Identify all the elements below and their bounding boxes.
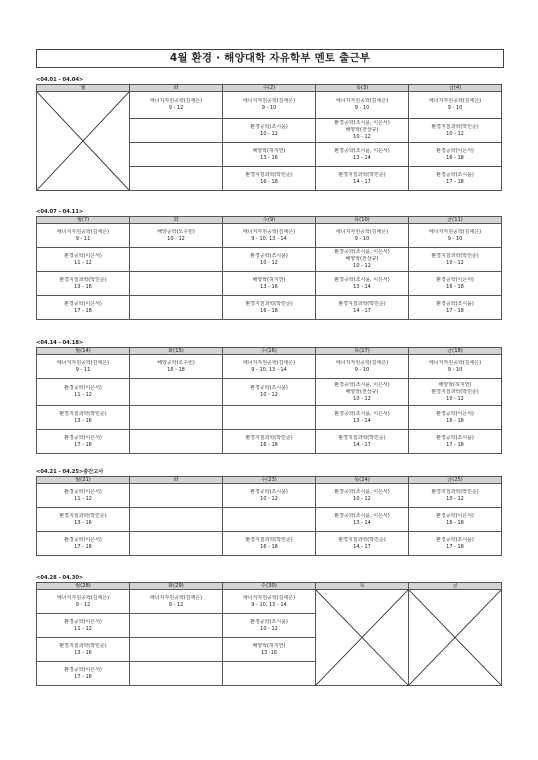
empty-cell xyxy=(223,406,316,430)
schedule-cell xyxy=(223,638,316,662)
mentor-name: 에너지자원공학(김세은) xyxy=(56,594,110,601)
schedule-cell xyxy=(409,532,502,556)
mentor-name: 환경공학(조시윤, 이은서) xyxy=(334,381,390,388)
time-range: 17 - 18 xyxy=(446,307,464,314)
mentor-name: 해양학(허지연) xyxy=(252,276,286,283)
schedule-table xyxy=(36,347,502,454)
week-block xyxy=(36,468,502,556)
time-range: 17 - 18 xyxy=(74,673,92,680)
time-range: 13 -16 xyxy=(260,649,278,656)
day-header: 금(25) xyxy=(409,477,502,484)
time-range: 17 - 18 xyxy=(446,441,464,448)
table-row xyxy=(37,532,502,556)
schedule-cell xyxy=(316,355,409,379)
schedule-cell xyxy=(37,484,130,508)
table-row xyxy=(37,248,502,272)
schedule-cell xyxy=(37,638,130,662)
schedule-cell xyxy=(316,379,409,406)
day-header: 화 xyxy=(130,477,223,484)
schedule-cell xyxy=(223,355,316,379)
mentor-name: 해양학(허지연) xyxy=(252,642,286,649)
time-range: 13 - 14 xyxy=(353,154,371,161)
time-range: 11 - 12 xyxy=(74,392,92,398)
schedule-cell xyxy=(37,532,130,556)
mentor-name: 환경공학(조시윤) xyxy=(250,252,288,259)
time-range: 13 - 14 xyxy=(353,417,371,424)
mentor-name: 환경공학(이은서) xyxy=(64,385,102,391)
schedule-cell xyxy=(223,224,316,248)
mentor-name: 환경공학(조시윤, 이은서) xyxy=(334,120,390,126)
mentor-name: 환경공학(조시윤) xyxy=(436,434,474,441)
time-range: 9 - 10, 13 - 14 xyxy=(251,235,287,242)
mentor-name: 환경공학(조시윤, 이은서) xyxy=(334,276,390,283)
mentor-name: 환경지질과학(박민준) xyxy=(59,512,107,519)
time-range: 16 - 18 xyxy=(446,154,464,161)
schedule-cell xyxy=(316,167,409,191)
table-row xyxy=(37,92,502,119)
schedule-cell xyxy=(409,224,502,248)
mentor-name: 에너지자원공학(김세은) xyxy=(428,359,482,366)
time-range: 10 - 12 xyxy=(260,259,278,266)
cross-mark-icon xyxy=(316,590,408,685)
time-range: 17 - 18 xyxy=(74,441,92,448)
crossed-out-cell xyxy=(316,590,409,686)
day-header: 목(24) xyxy=(316,477,409,484)
schedule-cell xyxy=(409,272,502,296)
schedule-cell xyxy=(409,92,502,119)
mentor-name: 환경지질과학(박민준) xyxy=(431,123,479,130)
schedule-cell xyxy=(409,248,502,272)
table-row xyxy=(37,484,502,508)
day-header: 금(18) xyxy=(409,348,502,355)
schedule-cell xyxy=(37,379,130,406)
mentor-name: 환경지질과학(박민준) xyxy=(245,536,293,543)
mentor-name: 에너지자원공학(김세은) xyxy=(242,98,296,104)
time-range: 9 - 12 xyxy=(75,601,91,608)
day-header: 수(16) xyxy=(223,348,316,355)
empty-cell xyxy=(223,508,316,532)
time-range: 16 - 18 xyxy=(260,178,278,185)
time-range: 10 - 12 xyxy=(260,495,278,502)
mentor-name: 에너지자원공학(김세은) xyxy=(149,594,203,601)
time-range: 14 - 17 xyxy=(353,543,371,550)
empty-cell xyxy=(130,638,223,662)
mentor-name: 환경공학(조시윤, 이은서) xyxy=(334,410,390,417)
cross-mark-icon xyxy=(37,92,129,190)
empty-cell xyxy=(130,484,223,508)
mentor-name: 에너지자원공학(김세은) xyxy=(56,359,110,366)
time-range: 10 - 12 xyxy=(353,263,371,269)
time-range: 9 - 12 xyxy=(168,105,184,111)
schedule-table xyxy=(36,84,502,191)
schedule-cell xyxy=(223,167,316,191)
schedule-cell xyxy=(409,508,502,532)
time-range: 17 - 18 xyxy=(446,543,464,550)
mentor-name: 환경공학(이은서) xyxy=(64,666,102,673)
schedule-cell xyxy=(223,484,316,508)
schedule-cell xyxy=(223,430,316,454)
time-range: 16 - 18 xyxy=(260,441,278,448)
time-range: 9 - 10, 13 - 14 xyxy=(251,366,287,373)
day-header: 수(30) xyxy=(223,583,316,590)
schedule-cell xyxy=(130,590,223,614)
day-header: 금(4) xyxy=(409,85,502,92)
schedule-cell xyxy=(316,248,409,272)
mentor-name: 환경지질과학(박민준) xyxy=(59,410,107,417)
time-range: 10 - 12 xyxy=(260,130,278,137)
time-range: 13 - 16 xyxy=(74,519,92,526)
empty-cell xyxy=(130,296,223,320)
mentor-name: 환경지질과학(박민준) xyxy=(431,388,479,395)
mentor-name: 에너지자원공학(김세은) xyxy=(242,228,296,235)
day-header: 화 xyxy=(130,217,223,224)
schedule-cell xyxy=(316,532,409,556)
mentor-name: 환경공학(조시윤) xyxy=(250,123,288,130)
schedule-cell xyxy=(409,430,502,454)
schedule-cell xyxy=(37,508,130,532)
mentor-name: 환경공학(이은서) xyxy=(64,300,102,307)
time-range: 10 - 12 xyxy=(260,625,278,632)
empty-cell xyxy=(130,248,223,272)
week-label: <04.28 - 04.30> xyxy=(36,575,84,581)
table-row xyxy=(37,224,502,248)
crossed-out-cell xyxy=(409,590,502,686)
mentor-name: 환경공학(이은서) xyxy=(64,536,102,543)
mentor-name: 환경지질과학(박민준) xyxy=(431,488,479,495)
time-range: 10 - 12 xyxy=(446,395,464,402)
week-block xyxy=(36,339,502,454)
mentor-name: 환경지질과학(박민준) xyxy=(245,300,293,307)
table-row xyxy=(37,590,502,614)
cross-mark-icon xyxy=(409,590,501,685)
schedule-cell xyxy=(316,430,409,454)
time-range: 13 - 14 xyxy=(353,283,371,290)
empty-cell xyxy=(223,662,316,686)
time-range: 13 - 16 xyxy=(260,154,278,161)
time-range: 13 - 16 xyxy=(74,417,92,424)
mentor-name: 환경지질과학(박민준) xyxy=(338,434,386,441)
mentor-name: 환경공학(조시윤, 이은서) xyxy=(334,488,390,495)
table-row xyxy=(37,296,502,320)
day-header: 월 xyxy=(37,85,130,92)
schedule-cell xyxy=(316,272,409,296)
mentor-name: 환경공학(이은서) xyxy=(436,276,474,283)
mentor-name: 환경공학(이은서) xyxy=(64,434,102,441)
empty-cell xyxy=(130,119,223,143)
page-title: 4월 환경 · 해양대학 자유학부 멘토 출근부 xyxy=(36,49,504,68)
mentor-name: 에너지자원공학(김세은) xyxy=(335,98,389,104)
schedule-cell xyxy=(316,484,409,508)
week-label: <04.07 - 04.11> xyxy=(36,209,84,215)
mentor-name: 환경지질과학(박민준) xyxy=(245,434,293,441)
mentor-name: 환경공학(이은서) xyxy=(64,488,102,495)
schedule-cell xyxy=(409,379,502,406)
schedule-cell xyxy=(130,355,223,379)
mentor-name: 환경공학(조시윤) xyxy=(436,536,474,543)
schedule-table xyxy=(36,476,502,556)
week-label: <04.21 - 04.25>중간고사 xyxy=(36,469,104,475)
mentor-name: 환경지질과학(박민준) xyxy=(59,642,107,649)
day-header: 화 xyxy=(130,85,223,92)
day-header: 금 xyxy=(409,583,502,590)
mentor-name: 환경공학(조시윤, 이은서) xyxy=(334,512,390,519)
schedule-cell xyxy=(130,92,223,119)
schedule-cell xyxy=(409,119,502,143)
time-range: 14 - 17 xyxy=(353,307,371,314)
mentor-name: 에너지자원공학(김세은) xyxy=(428,228,482,235)
time-range: 13 - 14 xyxy=(353,519,371,526)
schedule-cell xyxy=(130,224,223,248)
time-range: 16 - 18 xyxy=(260,307,278,314)
week-block xyxy=(36,208,502,320)
time-range: 9 - 10 xyxy=(354,366,370,373)
schedule-cell xyxy=(37,430,130,454)
schedule-cell xyxy=(37,662,130,686)
day-header: 금(11) xyxy=(409,217,502,224)
day-header: 월(28) xyxy=(37,583,130,590)
time-range: 11 - 12 xyxy=(74,625,92,632)
time-range: 11 - 12 xyxy=(74,259,92,266)
time-range: 16 - 18 xyxy=(446,283,464,290)
schedule-cell xyxy=(316,119,409,143)
time-range: 9 - 11 xyxy=(75,366,91,373)
day-header: 월(21) xyxy=(37,477,130,484)
table-row xyxy=(37,379,502,406)
table-row xyxy=(37,406,502,430)
empty-cell xyxy=(130,508,223,532)
mentor-name: 환경지질과학(박민준) xyxy=(338,536,386,543)
time-range: 17 - 18 xyxy=(74,543,92,550)
week-block xyxy=(36,76,502,191)
mentor-name: 에너지자원공학(김세은) xyxy=(56,228,110,235)
schedule-cell xyxy=(37,248,130,272)
schedule-cell xyxy=(223,119,316,143)
mentor-name: 에너지자원공학(김세은) xyxy=(242,594,296,601)
schedule-table xyxy=(36,582,502,686)
schedule-cell xyxy=(223,532,316,556)
time-range: 9 - 11 xyxy=(75,235,91,242)
schedule-cell xyxy=(223,614,316,638)
week-block xyxy=(36,574,502,686)
time-range: 16 - 18 xyxy=(167,366,185,373)
time-range: 9 - 10 xyxy=(447,105,463,111)
day-header: 목(17) xyxy=(316,348,409,355)
schedule-cell xyxy=(316,508,409,532)
time-range: 16 - 18 xyxy=(446,417,464,424)
mentor-name: 환경공학(이은서) xyxy=(436,512,474,519)
schedule-cell xyxy=(37,272,130,296)
time-range: 10 - 12 xyxy=(353,495,371,502)
schedule-cell xyxy=(409,296,502,320)
mentor-name: 환경지질과학(박민준) xyxy=(245,171,293,178)
day-header: 수(9) xyxy=(223,217,316,224)
time-range: 10 - 12 xyxy=(446,130,464,137)
time-range: 16 - 18 xyxy=(260,543,278,550)
day-header: 수(2) xyxy=(223,85,316,92)
time-range: 16 - 18 xyxy=(446,519,464,526)
mentor-name: 에너지자원공학(김세은) xyxy=(428,98,482,104)
mentor-name: 환경지질과학(박민준) xyxy=(59,276,107,283)
mentor-name: 환경공학(이은서) xyxy=(64,618,102,625)
time-range: 9 - 10 xyxy=(354,105,370,111)
mentor-name: 환경공학(조시윤) xyxy=(250,488,288,495)
empty-cell xyxy=(130,143,223,167)
time-range: 10 - 12 xyxy=(167,235,185,242)
mentor-name: 에너지자원공학(김세은) xyxy=(242,359,296,366)
schedule-cell xyxy=(37,224,130,248)
schedule-cell xyxy=(223,296,316,320)
time-range: 10 - 12 xyxy=(446,259,464,266)
day-header: 목(3) xyxy=(316,85,409,92)
time-range: 9 - 10 xyxy=(447,366,463,373)
schedule-cell xyxy=(223,92,316,119)
schedule-cell xyxy=(37,590,130,614)
schedule-cell xyxy=(223,379,316,406)
schedule-cell xyxy=(223,272,316,296)
day-header: 목(10) xyxy=(316,217,409,224)
schedule-cell xyxy=(223,143,316,167)
schedule-cell xyxy=(37,355,130,379)
schedule-cell xyxy=(409,143,502,167)
schedule-cell xyxy=(409,167,502,191)
schedule-table xyxy=(36,216,502,320)
mentor-name: 에너지자원공학(김세은) xyxy=(149,98,203,104)
crossed-out-cell xyxy=(37,92,130,191)
mentor-name: 에너지자원공학(김세은) xyxy=(335,359,389,366)
mentor-name: 해양학(전상규) xyxy=(345,127,379,133)
schedule-cell xyxy=(223,590,316,614)
mentor-name: 환경지질과학(박민준) xyxy=(338,300,386,307)
week-label: <04.01 - 04.04> xyxy=(36,77,84,83)
empty-cell xyxy=(130,167,223,191)
empty-cell xyxy=(130,614,223,638)
empty-cell xyxy=(130,272,223,296)
time-range: 10 - 12 xyxy=(353,134,371,140)
schedule-cell xyxy=(37,296,130,320)
schedule-cell xyxy=(37,406,130,430)
mentor-name: 환경지질과학(박민준) xyxy=(338,171,386,178)
empty-cell xyxy=(130,662,223,686)
time-range: 13 - 16 xyxy=(260,283,278,290)
time-range: 9 - 10 xyxy=(261,105,277,111)
time-range: 10 - 12 xyxy=(260,392,278,398)
schedule-cell xyxy=(409,406,502,430)
mentor-name: 해양학(허지연) xyxy=(438,381,472,388)
empty-cell xyxy=(130,406,223,430)
schedule-cell xyxy=(316,224,409,248)
time-range: 9 - 10 xyxy=(354,235,370,242)
schedule-cell xyxy=(223,248,316,272)
mentor-name: 환경공학(조시윤) xyxy=(250,385,288,391)
schedule-cell xyxy=(409,484,502,508)
day-header: 화(29) xyxy=(130,583,223,590)
mentor-name: 해양학(전상규) xyxy=(345,256,379,262)
time-range: 17 - 18 xyxy=(74,307,92,314)
schedule-cell xyxy=(37,614,130,638)
time-range: 10 - 12 xyxy=(446,495,464,502)
mentor-name: 해양학(허지연) xyxy=(252,147,286,154)
table-row xyxy=(37,272,502,296)
mentor-name: 환경공학(조시윤) xyxy=(436,171,474,178)
time-range: 11 - 12 xyxy=(74,495,92,502)
table-row xyxy=(37,430,502,454)
time-range: 14 - 17 xyxy=(353,178,371,185)
mentor-name: 해양공학(오수빈) xyxy=(157,359,195,366)
mentor-name: 해양공학(오수빈) xyxy=(157,228,195,235)
time-range: 13 - 16 xyxy=(74,283,92,290)
schedule-cell xyxy=(316,296,409,320)
time-range: 10 - 12 xyxy=(353,395,371,402)
mentor-name: 환경공학(이은서) xyxy=(436,410,474,417)
mentor-name: 환경공학(이은서) xyxy=(436,147,474,154)
mentor-name: 환경공학(조시윤, 이은서) xyxy=(334,249,390,255)
mentor-name: 환경공학(조시윤, 이은서) xyxy=(334,147,390,154)
empty-cell xyxy=(130,430,223,454)
time-range: 13 - 16 xyxy=(74,649,92,656)
empty-cell xyxy=(130,379,223,406)
schedule-cell xyxy=(316,92,409,119)
schedule-cell xyxy=(409,355,502,379)
mentor-name: 환경공학(조시윤) xyxy=(436,300,474,307)
time-range: 9 - 10 xyxy=(447,235,463,242)
day-header: 화(15) xyxy=(130,348,223,355)
day-header: 목 xyxy=(316,583,409,590)
mentor-name: 환경공학(조시윤) xyxy=(250,618,288,625)
week-label: <04.14 - 04.18> xyxy=(36,340,84,346)
empty-cell xyxy=(130,532,223,556)
mentor-name: 환경지질과학(박민준) xyxy=(431,252,479,259)
time-range: 9 - 10, 13 - 14 xyxy=(251,601,287,608)
time-range: 14 - 17 xyxy=(353,441,371,448)
table-row xyxy=(37,508,502,532)
time-range: 17 - 18 xyxy=(446,178,464,185)
mentor-name: 환경공학(이은서) xyxy=(64,252,102,259)
day-header: 월(14) xyxy=(37,348,130,355)
table-row xyxy=(37,355,502,379)
schedule-cell xyxy=(316,143,409,167)
day-header: 수(23) xyxy=(223,477,316,484)
schedule-cell xyxy=(316,406,409,430)
day-header: 월(7) xyxy=(37,217,130,224)
mentor-name: 에너지자원공학(김세은) xyxy=(335,228,389,235)
time-range: 9 - 12 xyxy=(168,601,184,608)
mentor-name: 해양학(전상규) xyxy=(345,388,379,395)
